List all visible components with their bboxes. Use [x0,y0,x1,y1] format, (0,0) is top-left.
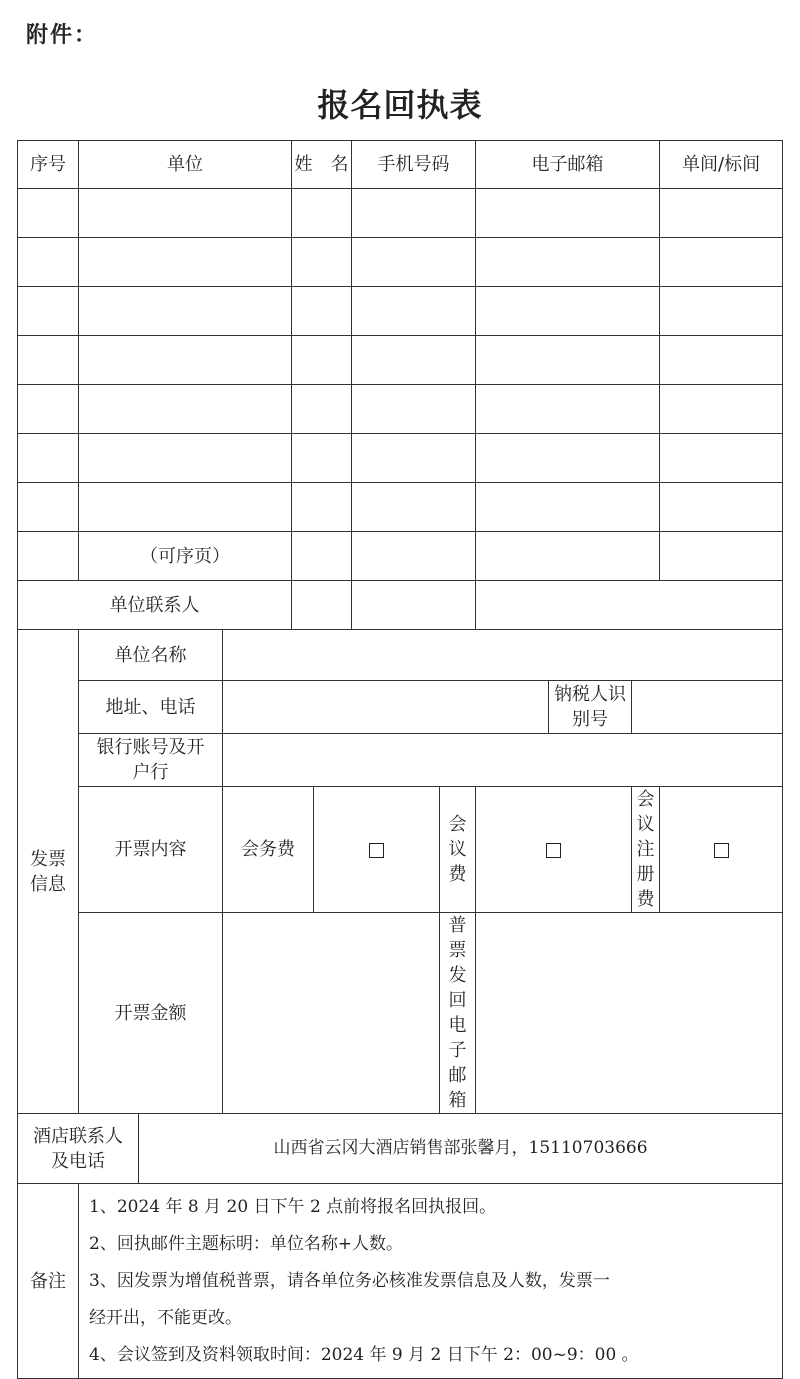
room-cell[interactable] [660,287,783,336]
room-cell[interactable] [660,483,783,532]
seq-cell[interactable] [18,385,79,434]
email-cell[interactable] [476,189,660,238]
phone-cell[interactable] [352,287,476,336]
name-cell[interactable] [292,483,352,532]
registration-row [18,287,783,336]
header-row [18,141,783,189]
seq-cell[interactable] [18,238,79,287]
registration-row [18,189,783,238]
unit-cell[interactable] [79,189,292,238]
invoice-amount-row [18,913,783,1114]
email-cell[interactable] [476,385,660,434]
seq-cell[interactable] [18,189,79,238]
col-header-room: 单间/标间 [660,141,783,189]
room-cell[interactable] [660,336,783,385]
seq-cell[interactable] [18,336,79,385]
option-meeting-affairs-checkbox[interactable] [314,787,440,913]
phone-cell[interactable] [352,532,476,581]
registration-row [18,238,783,287]
remarks-label: 备注 [18,1184,79,1379]
registration-row [18,483,783,532]
attachment-label: 附件： [26,23,99,48]
email-cell[interactable] [476,287,660,336]
room-cell[interactable] [660,532,783,581]
email-cell[interactable] [476,434,660,483]
invoice-unit-name-field[interactable] [223,630,783,681]
option-registration-fee-checkbox[interactable] [660,787,783,913]
seq-cell[interactable] [18,483,79,532]
name-cell[interactable] [292,238,352,287]
room-cell[interactable] [660,434,783,483]
option-registration-fee-label: 会议注 册费 [632,787,660,913]
phone-cell[interactable] [352,238,476,287]
hotel-contact-value: 山西省云冈大酒店销售部张馨月，15110703666 [139,1114,783,1184]
room-cell[interactable] [660,189,783,238]
registration-row [18,385,783,434]
invoice-unit-name-label: 单位名称 [79,630,223,681]
remark-line: 经开出，不能更改。 [89,1307,242,1328]
invoice-email-label: 普票发回 电子邮箱 [440,913,476,1114]
registration-row [18,336,783,385]
phone-cell[interactable] [352,189,476,238]
invoice-amount-label: 开票金额 [79,913,223,1114]
invoice-amount-field[interactable] [223,913,440,1114]
seq-cell[interactable] [18,287,79,336]
col-header-phone: 手机号码 [352,141,476,189]
name-cell[interactable] [292,532,352,581]
hotel-contact-label: 酒店联系人 及电话 [18,1114,139,1184]
invoice-bank-row [18,734,783,787]
phone-cell[interactable] [352,336,476,385]
col-header-seq: 序号 [18,141,79,189]
continue-note: （可序页） [79,532,292,581]
invoice-content-label: 开票内容 [79,787,223,913]
remarks-content [79,1184,783,1379]
col-header-email: 电子邮箱 [476,141,660,189]
registration-form [17,140,782,1379]
name-cell[interactable] [292,336,352,385]
remark-line: 4、会议签到及资料领取时间：2024 年 9 月 2 日下午 2：00~9：00 。 [89,1344,639,1365]
unit-contact-row [18,581,783,630]
invoice-address-phone-field[interactable] [223,681,549,734]
unit-cell[interactable] [79,238,292,287]
invoice-content-row [18,787,783,913]
checkbox-icon[interactable] [369,843,384,858]
invoice-email-field[interactable] [476,913,783,1114]
unit-contact-label: 单位联系人 [18,581,292,630]
option-meeting-affairs-label: 会务费 [223,787,314,913]
checkbox-icon[interactable] [546,843,561,858]
unit-contact-phone-cell[interactable] [352,581,476,630]
continue-row [18,532,783,581]
unit-contact-name-cell[interactable] [292,581,352,630]
unit-cell[interactable] [79,287,292,336]
option-meeting-fee-label: 会议费 [440,787,476,913]
remark-line: 2、回执邮件主题标明：单位名称+人数。 [89,1233,404,1254]
remarks-row [18,1184,783,1379]
unit-cell[interactable] [79,336,292,385]
phone-cell[interactable] [352,385,476,434]
email-cell[interactable] [476,238,660,287]
invoice-taxpayer-id-label: 钠税人识 别号 [549,681,632,734]
col-header-name: 姓 名 [292,141,352,189]
invoice-section-label: 发票 信息 [18,630,79,1114]
registration-row [18,434,783,483]
name-cell[interactable] [292,434,352,483]
page-title: 报名回执表 [317,86,483,124]
unit-cell[interactable] [79,385,292,434]
phone-cell[interactable] [352,434,476,483]
seq-cell[interactable] [18,532,79,581]
unit-contact-email-cell[interactable] [476,581,783,630]
option-meeting-fee-checkbox[interactable] [476,787,632,913]
checkbox-icon[interactable] [714,843,729,858]
email-cell[interactable] [476,336,660,385]
invoice-unit-name-row [18,630,783,681]
email-cell[interactable] [476,532,660,581]
registration-table [17,140,783,1379]
room-cell[interactable] [660,385,783,434]
room-cell[interactable] [660,238,783,287]
phone-cell[interactable] [352,483,476,532]
seq-cell[interactable] [18,434,79,483]
invoice-taxpayer-id-field[interactable] [632,681,783,734]
email-cell[interactable] [476,483,660,532]
unit-cell[interactable] [79,434,292,483]
invoice-address-phone-label: 地址、电话 [79,681,223,734]
remark-line: 1、2024 年 8 月 20 日下午 2 点前将报名回执报回。 [89,1196,497,1217]
invoice-bank-account-label: 银行账号及开 户行 [79,734,223,787]
name-cell[interactable] [292,189,352,238]
remark-line: 3、因发票为增值税普票，请各单位务必核准发票信息及人数，发票一 [89,1270,610,1291]
name-cell[interactable] [292,385,352,434]
hotel-row [18,1114,783,1184]
name-cell[interactable] [292,287,352,336]
invoice-bank-account-field[interactable] [223,734,783,787]
col-header-unit: 单位 [79,141,292,189]
unit-cell[interactable] [79,483,292,532]
invoice-address-row [18,681,783,734]
